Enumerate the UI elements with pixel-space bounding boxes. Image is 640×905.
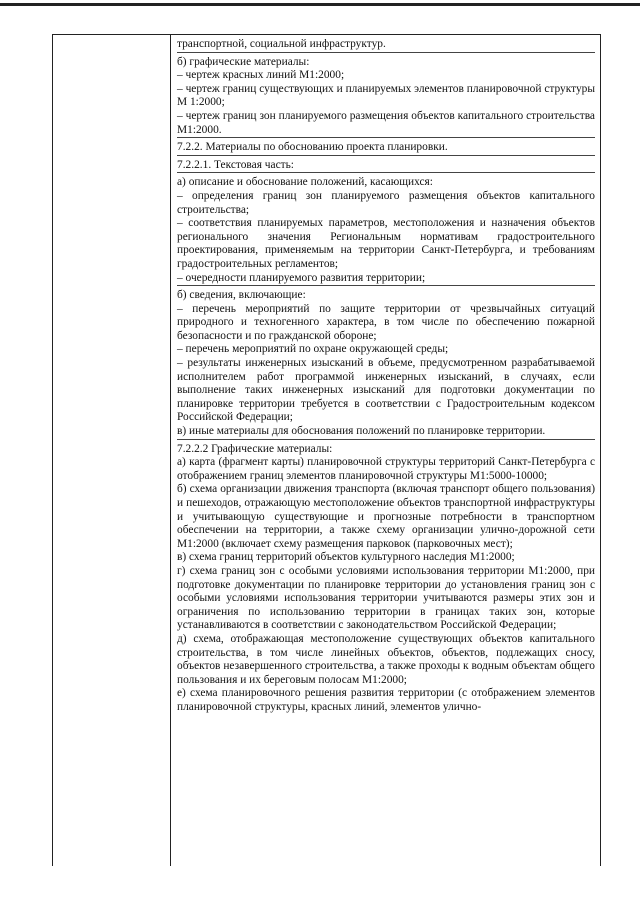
paragraph: – чертеж границ существующих и планируемых элементов планировочной структуры М 1:2000; — [177, 82, 595, 109]
paragraph: – соответствия планируемых параметров, местоположения и назначения объектов регионального значения Региональным нормативам градостроительного проектирования, применяемым на территории Санкт-Петербурга, и требованиям градостроительных регламентов; — [177, 217, 595, 270]
text-column — [177, 38, 595, 715]
paragraph: в) схема границ территорий объектов культурного наследия М1:2000; — [177, 551, 515, 564]
paragraph: 7.2.2. Материалы по обоснованию проекта планировки. — [177, 137, 595, 155]
column-divider — [170, 34, 171, 866]
paragraph: а) описание и обоснование положений, касающихся: — [177, 172, 595, 190]
paragraph: б) графические материалы: — [177, 52, 595, 70]
paragraph: 7.2.2.2 Графические материалы: — [177, 439, 595, 457]
paragraph: а) карта (фрагмент карты) планировочной структуры территорий Санкт-Петербурга с отображением границ элементов планировочной структуры М1:5000-10000; — [177, 456, 595, 482]
paragraph: б) сведения, включающие: — [177, 285, 595, 303]
paragraph: – определения границ зон планируемого размещения объектов капитального строительства; — [177, 189, 595, 216]
paragraph: – очередности планируемого развития территории; — [177, 271, 426, 284]
paragraph: – результаты инженерных изысканий в объеме, предусмотренном разрабатываемой исполнителем работ программой инженерных изысканий, в случаях, если выполнение таких инженерных изысканий для подготовки документации по планировке территории требуется в соответствии с Градостроительным кодексом Российской Федерации; — [177, 357, 595, 424]
paragraph: г) схема границ зон с особыми условиями использования территории М1:2000, при подготовке документации по планировке территории до установления границ зон с особыми условиями использования территории учитываются размеры этих зон и ограничения по использованию территории в границах таких зон, которые устанавливаются в соответствии с законодательством Российской Федерации; — [177, 564, 595, 632]
page-top-rule — [0, 3, 640, 6]
paragraph: – перечень мероприятий по защите территории от чрезвычайных ситуаций природного и техногенного характера, в том числе по обеспечению пожарной безопасности и по гражданской обороне; — [177, 302, 595, 342]
paragraph: б) схема организации движения транспорта (включая транспорт общего пользования) и пешеходов, отражающую местоположение объектов транспортной инфраструктуры и учитывающую существующие и прогнозные потребности в транспортном обеспечении на территории, а также схему организации улично-дорожной сети М1:2000 (включает схему размещения парковок (парковочных мест); — [177, 483, 595, 550]
paragraph: в) иные материалы для обоснования положений по планировке территории. — [177, 425, 546, 438]
paragraph: – чертеж красных линий М1:2000; — [177, 69, 345, 82]
paragraph: – перечень мероприятий по охране окружающей среды; — [177, 343, 449, 356]
paragraph: транспортной, социальной инфраструктур. — [177, 38, 386, 50]
paragraph: – чертеж границ зон планируемого размещения объектов капитального строительства М1:2000. — [177, 109, 595, 136]
paragraph: д) схема, отображающая местоположение существующих объектов капитального строительства, в том числе линейных объектов, объектов, подлежащих сносу, объектов незавершенного строительства, а также проходы к водным объектам общего пользования и их береговым полосам М1:2000; — [177, 632, 595, 686]
paragraph: е) схема планировочного решения развития территории (с отображением элементов планировочной структуры, красных линий, элементов улично- — [177, 687, 595, 713]
paragraph: 7.2.2.1. Текстовая часть: — [177, 155, 595, 173]
